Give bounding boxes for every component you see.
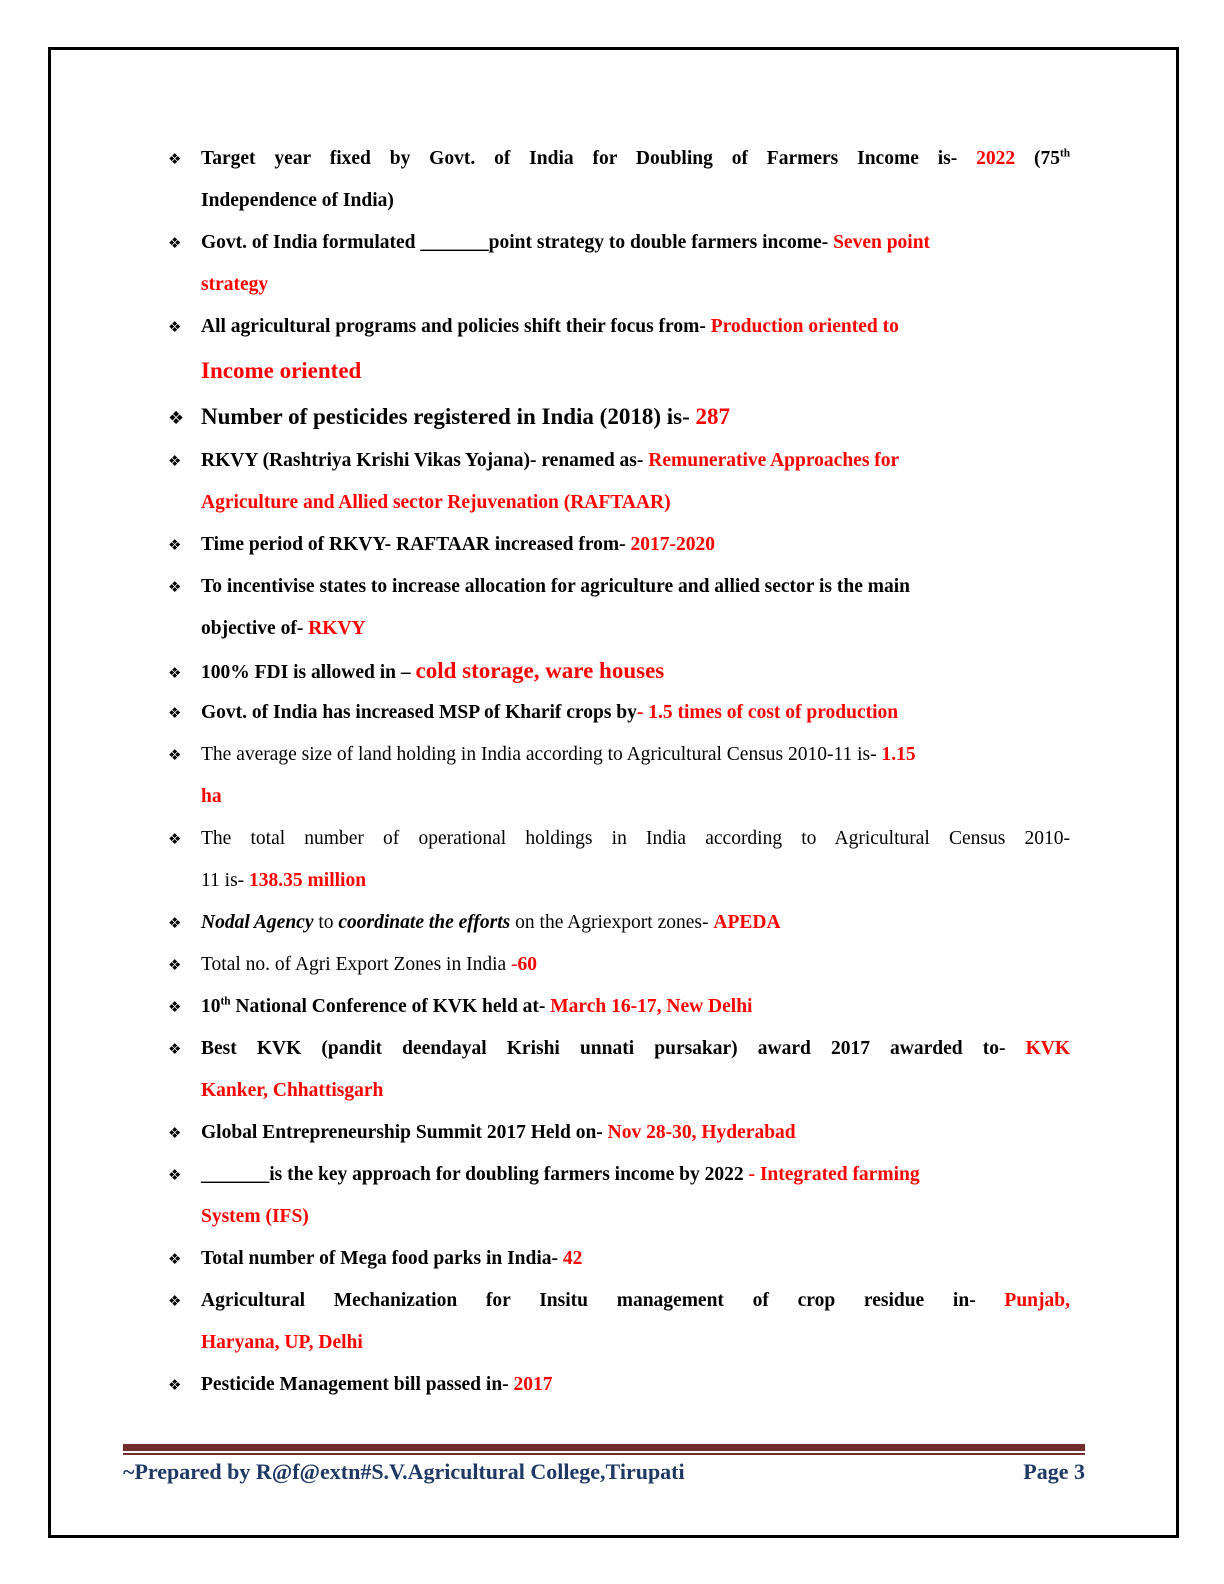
text-segment: th bbox=[1059, 147, 1070, 160]
list-item-line bbox=[168, 1364, 1070, 1406]
list-item bbox=[168, 440, 1070, 524]
list-item-line bbox=[168, 1280, 1070, 1322]
list-item bbox=[168, 1028, 1070, 1112]
list-item bbox=[168, 524, 1070, 566]
text-segment: Total no. of Agri Export Zones in India bbox=[201, 954, 512, 975]
diamond-bullet-icon: ❖ bbox=[168, 956, 182, 974]
text-segment: 2017-2020 bbox=[630, 534, 716, 555]
list-item-line bbox=[168, 222, 1070, 264]
list-item bbox=[168, 1238, 1070, 1280]
list-item-line bbox=[168, 482, 1070, 524]
text-segment: th bbox=[220, 995, 231, 1008]
text-segment: Number of pesticides registered in India (2018) is- bbox=[201, 404, 696, 429]
list-item bbox=[168, 1154, 1070, 1238]
line-text bbox=[201, 1196, 1070, 1238]
bullet-list bbox=[168, 138, 1070, 1406]
text-segment: 10 bbox=[201, 996, 221, 1017]
footer-rule-thick-bar bbox=[123, 1444, 1085, 1451]
line-text bbox=[201, 986, 1070, 1028]
text-segment: coordinate the efforts bbox=[338, 912, 511, 933]
list-item-line bbox=[168, 348, 1070, 394]
list-item bbox=[168, 986, 1070, 1028]
list-item bbox=[168, 566, 1070, 650]
text-segment: March 16-17, New Delhi bbox=[550, 996, 753, 1017]
line-text bbox=[201, 902, 1070, 944]
list-item-line bbox=[168, 818, 1070, 860]
text-segment: To incentivise states to increase allocation for agriculture and allied sector is the main bbox=[201, 576, 910, 597]
text-segment: Seven point bbox=[833, 232, 931, 253]
text-segment: 1.15 bbox=[881, 744, 916, 765]
list-item-line bbox=[168, 1322, 1070, 1364]
list-item-line bbox=[168, 902, 1070, 944]
line-text bbox=[201, 1322, 1070, 1364]
diamond-bullet-icon: ❖ bbox=[168, 1040, 182, 1058]
list-item bbox=[168, 1364, 1070, 1406]
text-segment: RKVY (Rashtriya Krishi Vikas Yojana)- renamed as- bbox=[201, 450, 649, 471]
diamond-bullet-icon: ❖ bbox=[168, 914, 182, 932]
list-item bbox=[168, 394, 1070, 440]
list-item bbox=[168, 734, 1070, 818]
diamond-bullet-icon: ❖ bbox=[168, 664, 182, 682]
diamond-bullet-icon: ❖ bbox=[168, 1250, 182, 1268]
line-text bbox=[201, 222, 1070, 264]
line-text bbox=[201, 1028, 1070, 1070]
list-item bbox=[168, 944, 1070, 986]
list-item-line bbox=[168, 1238, 1070, 1280]
list-item-line bbox=[168, 1154, 1070, 1196]
list-item-line bbox=[168, 860, 1070, 902]
text-segment: Target year fixed by Govt. of India for Doubling of Farmers Income is- bbox=[201, 148, 977, 169]
text-segment: Pesticide Management bill passed in- bbox=[201, 1374, 514, 1395]
line-text bbox=[201, 1364, 1070, 1406]
text-segment: Govt. of India formulated _______point strategy to double farmers income- bbox=[201, 232, 834, 253]
text-segment: RKVY bbox=[308, 618, 366, 639]
text-segment: - Integrated farming bbox=[748, 1164, 920, 1185]
text-segment: Nov 28-30, Hyderabad bbox=[607, 1122, 796, 1143]
list-item-line bbox=[168, 566, 1070, 608]
text-segment: The total number of operational holdings in India according to Agricultural Census 2010- bbox=[201, 828, 1070, 849]
list-item bbox=[168, 650, 1070, 692]
text-segment: Punjab, bbox=[975, 1290, 1070, 1311]
list-item bbox=[168, 306, 1070, 394]
line-text bbox=[201, 524, 1070, 566]
list-item-line bbox=[168, 734, 1070, 776]
list-item bbox=[168, 818, 1070, 902]
text-segment: Best KVK (pandit deendayal Krishi unnati pursakar) award 2017 awarded to- bbox=[201, 1038, 1026, 1059]
list-item bbox=[168, 1280, 1070, 1364]
line-text bbox=[201, 650, 1070, 694]
diamond-bullet-icon: ❖ bbox=[168, 704, 182, 722]
list-item bbox=[168, 138, 1070, 222]
list-item-line bbox=[168, 394, 1070, 440]
line-text bbox=[201, 138, 1070, 180]
line-text bbox=[201, 944, 1070, 986]
diamond-bullet-icon: ❖ bbox=[168, 1124, 182, 1142]
text-segment: National Conference of KVK held at- bbox=[230, 996, 551, 1017]
line-text bbox=[201, 348, 1070, 394]
footer-rule-thin-bar bbox=[123, 1453, 1085, 1455]
text-segment: Nodal Agency bbox=[201, 912, 314, 933]
line-text bbox=[201, 818, 1070, 860]
list-item-line bbox=[168, 1196, 1070, 1238]
list-item-line bbox=[168, 1070, 1070, 1112]
text-segment: 2017 bbox=[513, 1374, 553, 1395]
text-segment: (75 bbox=[1015, 148, 1060, 169]
list-item-line bbox=[168, 440, 1070, 482]
text-segment: objective of- bbox=[201, 618, 309, 639]
text-segment: Total number of Mega food parks in India- bbox=[201, 1248, 563, 1269]
line-text bbox=[201, 180, 1070, 222]
text-segment: System (IFS) bbox=[201, 1206, 309, 1227]
text-segment: Production oriented to bbox=[710, 316, 899, 337]
line-text bbox=[201, 1154, 1070, 1196]
diamond-bullet-icon: ❖ bbox=[168, 998, 182, 1016]
list-item-line bbox=[168, 650, 1070, 692]
diamond-bullet-icon: ❖ bbox=[168, 578, 182, 596]
diamond-bullet-icon: ❖ bbox=[168, 830, 182, 848]
page-border bbox=[48, 47, 1179, 1538]
diamond-bullet-icon: ❖ bbox=[168, 408, 185, 429]
text-segment: - bbox=[511, 954, 518, 975]
diamond-bullet-icon: ❖ bbox=[168, 746, 182, 764]
diamond-bullet-icon: ❖ bbox=[168, 318, 182, 336]
text-segment: - 1.5 times of cost of production bbox=[636, 702, 899, 723]
diamond-bullet-icon: ❖ bbox=[168, 452, 182, 470]
line-text bbox=[201, 1070, 1070, 1112]
text-segment: to bbox=[313, 912, 339, 933]
text-segment: 138.35 million bbox=[249, 870, 367, 891]
text-segment: KVK bbox=[1025, 1038, 1070, 1059]
line-text bbox=[201, 692, 1070, 734]
footer-rule bbox=[123, 1444, 1085, 1455]
list-item-line bbox=[168, 692, 1070, 734]
list-item-line bbox=[168, 138, 1070, 180]
line-text bbox=[201, 776, 1070, 818]
line-text bbox=[201, 264, 1070, 306]
diamond-bullet-icon: ❖ bbox=[168, 234, 182, 252]
line-text bbox=[201, 482, 1070, 524]
list-item-line bbox=[168, 1028, 1070, 1070]
list-item-line bbox=[168, 1112, 1070, 1154]
diamond-bullet-icon: ❖ bbox=[168, 1292, 182, 1310]
text-segment: Govt. of India has increased MSP of Kharif crops by bbox=[201, 702, 637, 723]
list-item bbox=[168, 222, 1070, 306]
line-text bbox=[201, 608, 1070, 650]
line-text bbox=[201, 734, 1070, 776]
list-item-line bbox=[168, 524, 1070, 566]
text-segment: 287 bbox=[695, 404, 730, 429]
list-item-line bbox=[168, 944, 1070, 986]
list-item-line bbox=[168, 986, 1070, 1028]
list-item bbox=[168, 692, 1070, 734]
text-segment: 11 is- bbox=[201, 870, 250, 891]
text-segment: Agriculture and Allied sector Rejuvenation (RAFTAAR) bbox=[201, 492, 671, 513]
text-segment: All agricultural programs and policies shift their focus from- bbox=[201, 316, 711, 337]
text-segment: 42 bbox=[562, 1248, 583, 1269]
diamond-bullet-icon: ❖ bbox=[168, 1376, 182, 1394]
text-segment: Remunerative Approaches for bbox=[648, 450, 900, 471]
text-segment: _______is the key approach for doubling farmers income by 2022 bbox=[201, 1164, 749, 1185]
footer-prepared-by: ~Prepared by R@f@extn#S.V.Agricultural College,Tirupati bbox=[123, 1459, 685, 1484]
text-segment: Independence of India) bbox=[201, 190, 394, 211]
diamond-bullet-icon: ❖ bbox=[168, 536, 182, 554]
list-item-line bbox=[168, 608, 1070, 650]
text-segment: APEDA bbox=[713, 912, 781, 933]
line-text bbox=[201, 440, 1070, 482]
text-segment: 2022 bbox=[976, 148, 1016, 169]
text-segment: 100% FDI is allowed in – bbox=[201, 662, 416, 683]
text-segment: ha bbox=[201, 786, 222, 807]
line-text bbox=[201, 1280, 1070, 1322]
text-segment: strategy bbox=[201, 274, 269, 295]
list-item bbox=[168, 1112, 1070, 1154]
list-item-line bbox=[168, 306, 1070, 348]
line-text bbox=[201, 860, 1070, 902]
text-segment: Time period of RKVY- RAFTAAR increased from- bbox=[201, 534, 631, 555]
text-segment: 60 bbox=[517, 954, 538, 975]
text-segment: Kanker, Chhattisgarh bbox=[201, 1080, 384, 1101]
diamond-bullet-icon: ❖ bbox=[168, 150, 182, 168]
list-item bbox=[168, 902, 1070, 944]
text-segment: Income oriented bbox=[201, 358, 362, 383]
line-text bbox=[201, 394, 1070, 440]
line-text bbox=[201, 1238, 1070, 1280]
footer bbox=[123, 1457, 1085, 1487]
line-text bbox=[201, 306, 1070, 348]
list-item-line bbox=[168, 180, 1070, 222]
text-segment: Agricultural Mechanization for Insitu management of crop residue in- bbox=[201, 1290, 976, 1311]
line-text bbox=[201, 566, 1070, 608]
text-segment: Haryana, UP, Delhi bbox=[201, 1332, 363, 1353]
list-item-line bbox=[168, 776, 1070, 818]
footer-page-number: Page 3 bbox=[1023, 1459, 1085, 1484]
text-segment: on the Agriexport zones- bbox=[510, 912, 714, 933]
text-segment: cold storage, ware houses bbox=[415, 658, 665, 683]
list-item-line bbox=[168, 264, 1070, 306]
diamond-bullet-icon: ❖ bbox=[168, 1166, 182, 1184]
text-segment: The average size of land holding in India according to Agricultural Census 2010-11 is- bbox=[201, 744, 882, 765]
line-text bbox=[201, 1112, 1070, 1154]
text-segment: Global Entrepreneurship Summit 2017 Held on- bbox=[201, 1122, 608, 1143]
